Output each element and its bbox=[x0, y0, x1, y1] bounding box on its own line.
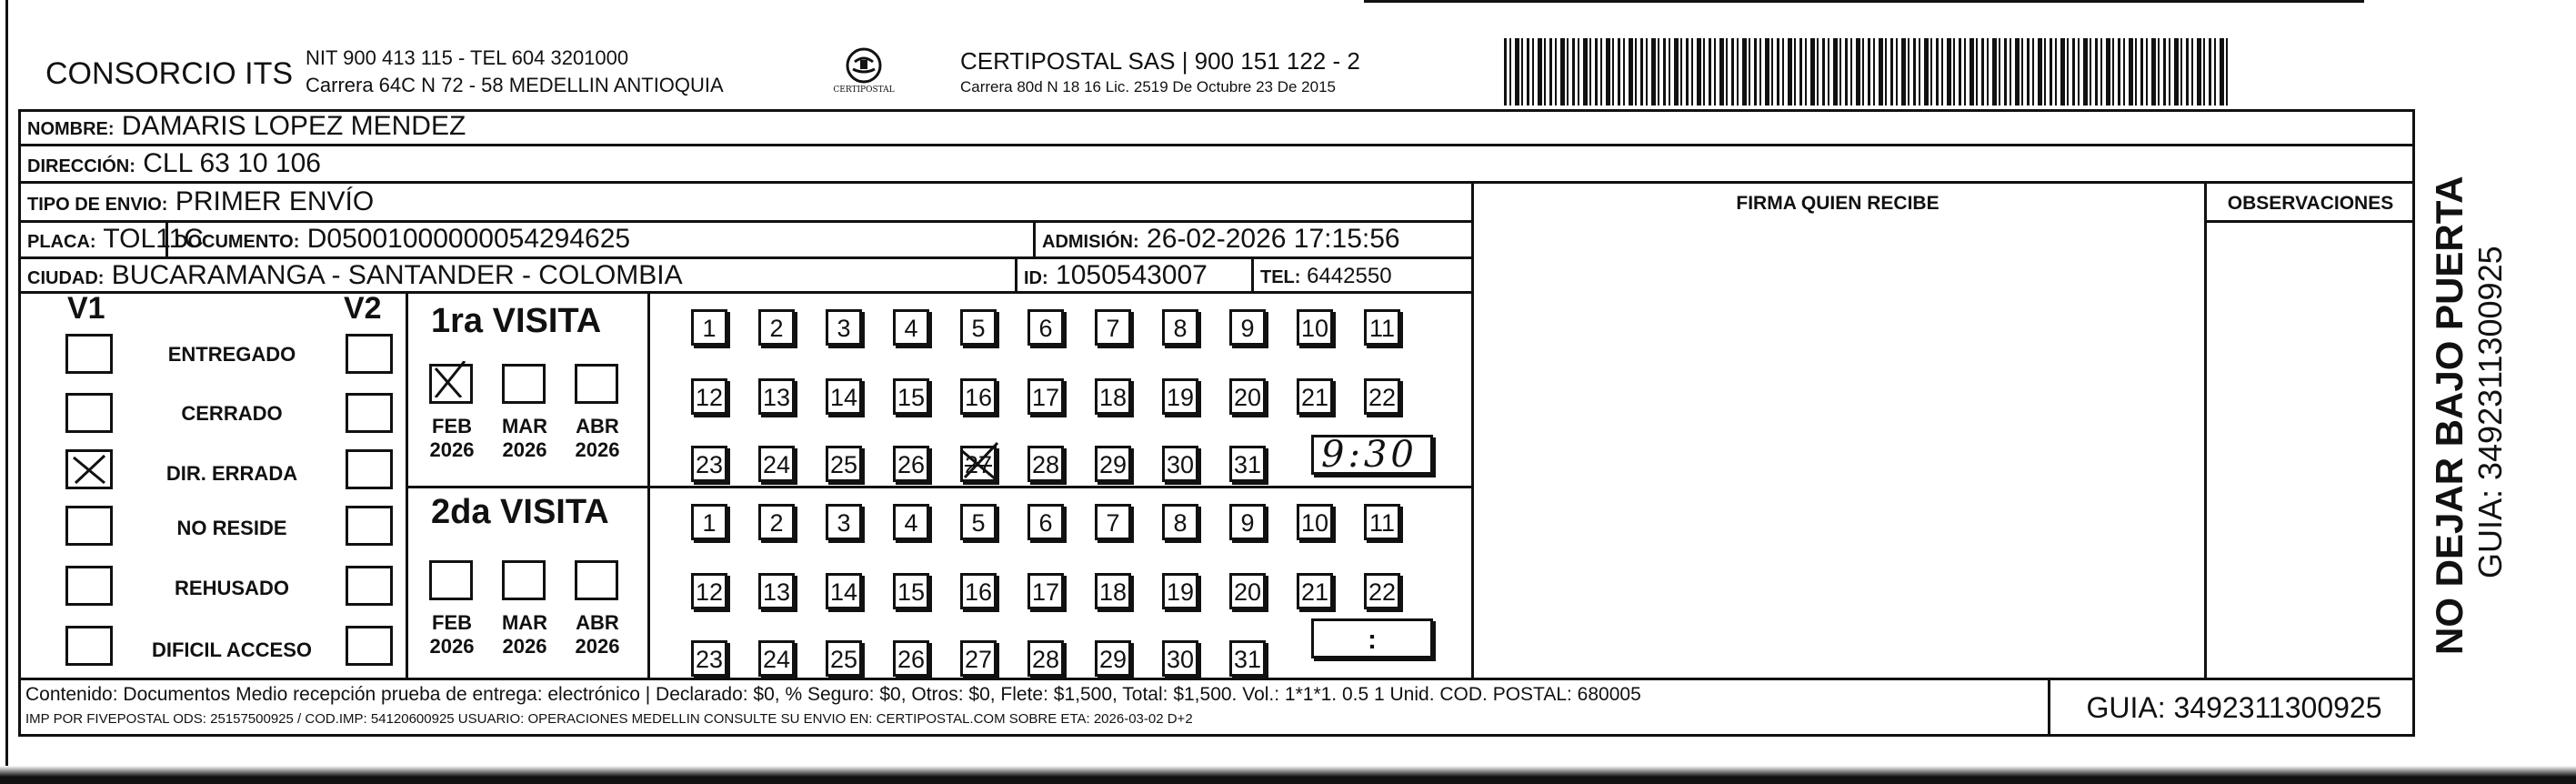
month-name: FEB bbox=[432, 415, 472, 437]
first-visit-time-value: 9:30 bbox=[1321, 434, 1418, 476]
first-visit-day-29[interactable]: 29 bbox=[1095, 446, 1131, 482]
second-visit-day-11[interactable]: 11 bbox=[1364, 504, 1400, 540]
second-visit-day-12[interactable]: 12 bbox=[691, 573, 727, 609]
handwritten-x-mark-icon bbox=[430, 361, 470, 397]
second-visit-day-25[interactable]: 25 bbox=[826, 640, 862, 677]
first-visit-day-19[interactable]: 19 bbox=[1162, 378, 1198, 415]
month-name: ABR bbox=[576, 611, 619, 634]
scan-edge-bottom bbox=[0, 766, 2576, 784]
scan-edge-left bbox=[5, 0, 8, 784]
second-visit-day-15[interactable]: 15 bbox=[893, 573, 929, 609]
admision-value: 26-02-2026 17:15:56 bbox=[1147, 224, 1400, 254]
col-line bbox=[1251, 256, 1254, 291]
company-address: Carrera 64C N 72 - 58 MEDELLIN ANTIOQUIA bbox=[306, 74, 724, 96]
firma-label: FIRMA QUIEN RECIBE bbox=[1736, 193, 1940, 214]
col-line bbox=[2204, 181, 2207, 678]
second-visit-day-7[interactable]: 7 bbox=[1095, 504, 1131, 540]
status-label-dificil-acceso: DIFICIL ACCESO bbox=[151, 638, 312, 661]
v1-rehusado-checkbox[interactable] bbox=[65, 566, 113, 606]
second-visit-day-2[interactable]: 2 bbox=[758, 504, 795, 540]
id-label: ID: bbox=[1024, 268, 1048, 288]
first-visit-feb-label bbox=[420, 415, 484, 462]
direccion-row bbox=[27, 148, 321, 179]
col-line bbox=[1033, 220, 1036, 256]
tel-label: TEL: bbox=[1260, 267, 1301, 287]
month-year: 2026 bbox=[429, 438, 475, 461]
first-visit-day-6[interactable]: 6 bbox=[1027, 309, 1064, 346]
nombre-label: NOMBRE: bbox=[27, 119, 115, 139]
row-line bbox=[18, 181, 2415, 184]
status-label-rehusado: REHUSADO bbox=[175, 577, 289, 599]
row-line bbox=[18, 144, 2415, 146]
first-visit-day-16[interactable]: 16 bbox=[960, 378, 997, 415]
v1-cerrado-checkbox[interactable] bbox=[65, 393, 113, 433]
tipo-envio-value: PRIMER ENVÍO bbox=[175, 186, 375, 216]
first-visit-day-14[interactable]: 14 bbox=[826, 378, 862, 415]
second-visit-day-10[interactable]: 10 bbox=[1297, 504, 1333, 540]
second-visit-day-20[interactable]: 20 bbox=[1229, 573, 1266, 609]
v2-dificil-acceso-checkbox[interactable] bbox=[346, 626, 393, 666]
footer-contenido: Contenido: Documentos Medio recepción prueba de entrega: electrónico | Declarado: $0, % Seguro: $0, Otros: $0, Flete: $1,500, Total: $1,500. Vol.: 1*1*1. 0.5 1 Unid. COD. POSTAL: 680005 bbox=[25, 684, 1641, 705]
first-visit-day-8[interactable]: 8 bbox=[1162, 309, 1198, 346]
second-visit-day-29[interactable]: 29 bbox=[1095, 640, 1131, 677]
second-visit-time-field[interactable] bbox=[1311, 618, 1433, 658]
month-name: MAR bbox=[501, 611, 548, 634]
documento-label: DOCUMENTO: bbox=[175, 232, 300, 252]
second-visit-title: 2da VISITA bbox=[431, 493, 609, 531]
month-name: FEB bbox=[432, 611, 472, 634]
month-name: MAR bbox=[501, 415, 548, 437]
second-visit-day-6[interactable]: 6 bbox=[1027, 504, 1064, 540]
first-visit-day-13[interactable]: 13 bbox=[758, 378, 795, 415]
second-visit-mar-label bbox=[493, 611, 556, 658]
second-visit-day-22[interactable]: 22 bbox=[1364, 573, 1400, 609]
month-year: 2026 bbox=[502, 438, 547, 461]
second-visit-abr-checkbox[interactable] bbox=[575, 560, 618, 600]
status-label-entregado: ENTREGADO bbox=[167, 343, 296, 366]
admision-label: ADMISIÓN: bbox=[1042, 232, 1139, 252]
certipostal-logo bbox=[833, 44, 895, 107]
first-visit-feb-checkbox[interactable] bbox=[429, 364, 473, 404]
row-line bbox=[406, 486, 1473, 488]
first-visit-abr-label bbox=[566, 415, 629, 462]
nombre-value: DAMARIS LOPEZ MENDEZ bbox=[121, 111, 466, 141]
ciudad-value: BUCARAMANGA - SANTANDER - COLOMBIA bbox=[111, 260, 683, 290]
first-visit-day-5[interactable]: 5 bbox=[960, 309, 997, 346]
v1-entregado-checkbox[interactable] bbox=[65, 334, 113, 374]
status-label-cerrado: CERRADO bbox=[181, 402, 283, 425]
first-visit-time-field[interactable] bbox=[1311, 435, 1433, 475]
first-visit-day-28[interactable]: 28 bbox=[1027, 446, 1064, 482]
first-visit-mar-label bbox=[493, 415, 556, 462]
v1-no-reside-checkbox[interactable] bbox=[65, 506, 113, 546]
first-visit-day-27[interactable]: 27 bbox=[960, 446, 997, 482]
second-visit-day-28[interactable]: 28 bbox=[1027, 640, 1064, 677]
second-visit-day-23[interactable]: 23 bbox=[691, 640, 727, 677]
placa-value: TOL11C bbox=[103, 224, 204, 254]
first-visit-title: 1ra VISITA bbox=[431, 302, 602, 340]
second-visit-feb-label bbox=[420, 611, 484, 658]
month-name: ABR bbox=[576, 415, 619, 437]
month-year: 2026 bbox=[575, 438, 620, 461]
month-year: 2026 bbox=[575, 635, 620, 658]
first-visit-day-18[interactable]: 18 bbox=[1095, 378, 1131, 415]
second-visit-day-19[interactable]: 19 bbox=[1162, 573, 1198, 609]
second-visit-day-14[interactable]: 14 bbox=[826, 573, 862, 609]
footer-impresion: IMP POR FIVEPOSTAL ODS: 25157500925 / COD.IMP: 54120600925 USUARIO: OPERACIONES MEDELLIN CONSULTE SU ENVIO EN: CERTIPOSTAL.COM SOBRE ETA: 2026-03-02 D+2 bbox=[25, 711, 1193, 727]
footer-guia: GUIA: 3492311300925 bbox=[2086, 691, 2382, 724]
handwritten-x-mark-icon bbox=[68, 452, 110, 487]
placa-label: PLACA: bbox=[27, 232, 96, 252]
first-visit-day-31[interactable]: 31 bbox=[1229, 446, 1266, 482]
second-visit-day-13[interactable]: 13 bbox=[758, 573, 795, 609]
second-visit-feb-checkbox[interactable] bbox=[429, 560, 473, 600]
first-visit-day-4[interactable]: 4 bbox=[893, 309, 929, 346]
second-visit-day-24[interactable]: 24 bbox=[758, 640, 795, 677]
barcode bbox=[1504, 38, 2231, 106]
nombre-row bbox=[27, 111, 466, 142]
first-visit-day-30[interactable]: 30 bbox=[1162, 446, 1198, 482]
first-visit-day-7[interactable]: 7 bbox=[1095, 309, 1131, 346]
first-visit-day-26[interactable]: 26 bbox=[893, 446, 929, 482]
second-visit-day-9[interactable]: 9 bbox=[1229, 504, 1266, 540]
first-visit-day-12[interactable]: 12 bbox=[691, 378, 727, 415]
v1-dir-errada-checkbox[interactable] bbox=[65, 449, 113, 489]
month-year: 2026 bbox=[502, 635, 547, 658]
first-visit-day-23[interactable]: 23 bbox=[691, 446, 727, 482]
first-visit-day-24[interactable]: 24 bbox=[758, 446, 795, 482]
documento-row bbox=[175, 224, 630, 255]
second-visit-day-17[interactable]: 17 bbox=[1027, 573, 1064, 609]
col-line bbox=[406, 291, 408, 678]
direccion-label: DIRECCIÓN: bbox=[27, 156, 135, 176]
second-visit-day-16[interactable]: 16 bbox=[960, 573, 997, 609]
first-visit-day-3[interactable]: 3 bbox=[826, 309, 862, 346]
col-line bbox=[2048, 678, 2050, 735]
tipo-envio-row bbox=[27, 186, 374, 217]
second-visit-day-8[interactable]: 8 bbox=[1162, 504, 1198, 540]
first-visit-day-22[interactable]: 22 bbox=[1364, 378, 1400, 415]
first-visit-day-1[interactable]: 1 bbox=[691, 309, 727, 346]
first-visit-abr-checkbox[interactable] bbox=[575, 364, 618, 404]
row-line bbox=[18, 678, 2415, 680]
col-line bbox=[1015, 256, 1017, 291]
v1-dificil-acceso-checkbox[interactable] bbox=[65, 626, 113, 666]
col-line bbox=[1471, 181, 1474, 678]
second-visit-day-21[interactable]: 21 bbox=[1297, 573, 1333, 609]
second-visit-day-18[interactable]: 18 bbox=[1095, 573, 1131, 609]
carrier-address: Carrera 80d N 18 16 Lic. 2519 De Octubre 23 De 2015 bbox=[960, 78, 1336, 95]
v2-cerrado-checkbox[interactable] bbox=[346, 393, 393, 433]
tel-value: 6442550 bbox=[1307, 264, 1392, 288]
second-visit-day-30[interactable]: 30 bbox=[1162, 640, 1198, 677]
v2-dir-errada-checkbox[interactable] bbox=[346, 449, 393, 489]
first-visit-day-2[interactable]: 2 bbox=[758, 309, 795, 346]
ciudad-row bbox=[27, 260, 683, 291]
tel-row bbox=[1260, 264, 1392, 289]
handwritten-x-mark-icon bbox=[957, 441, 1001, 483]
first-visit-day-11[interactable]: 11 bbox=[1364, 309, 1400, 346]
first-visit-day-9[interactable]: 9 bbox=[1229, 309, 1266, 346]
second-visit-day-1[interactable]: 1 bbox=[691, 504, 727, 540]
first-visit-day-20[interactable]: 20 bbox=[1229, 378, 1266, 415]
ciudad-label: CIUDAD: bbox=[27, 268, 105, 288]
status-label-dir-errada: DIR. ERRADA bbox=[165, 462, 298, 485]
second-visit-day-31[interactable]: 31 bbox=[1229, 640, 1266, 677]
v1-header: V1 bbox=[67, 291, 105, 326]
second-visit-day-5[interactable]: 5 bbox=[960, 504, 997, 540]
row-line bbox=[18, 256, 1473, 259]
v2-no-reside-checkbox[interactable] bbox=[346, 506, 393, 546]
first-visit-day-25[interactable]: 25 bbox=[826, 446, 862, 482]
carrier-name: CERTIPOSTAL SAS | 900 151 122 - 2 bbox=[960, 47, 1360, 75]
first-visit-day-10[interactable]: 10 bbox=[1297, 309, 1333, 346]
row-line bbox=[18, 220, 1473, 223]
status-label-no-reside: NO RESIDE bbox=[176, 517, 287, 539]
scan-edge-top bbox=[1364, 0, 2364, 3]
id-value: 1050543007 bbox=[1056, 260, 1208, 290]
first-visit-day-15[interactable]: 15 bbox=[893, 378, 929, 415]
direccion-value: CLL 63 10 106 bbox=[143, 148, 321, 178]
documento-value: D05001000000054294625 bbox=[306, 224, 631, 254]
second-visit-day-27[interactable]: 27 bbox=[960, 640, 997, 677]
side-no-dejar-bajo-puerta: NO DEJAR BAJO PUERTA bbox=[2428, 176, 2471, 655]
second-visit-day-3[interactable]: 3 bbox=[826, 504, 862, 540]
row-line bbox=[18, 291, 1473, 294]
observaciones-label: OBSERVACIONES bbox=[2227, 193, 2394, 214]
second-visit-abr-label bbox=[566, 611, 629, 658]
first-visit-mar-checkbox[interactable] bbox=[502, 364, 546, 404]
second-visit-mar-checkbox[interactable] bbox=[502, 560, 546, 600]
v2-rehusado-checkbox[interactable] bbox=[346, 566, 393, 606]
row-line bbox=[2204, 220, 2415, 223]
second-visit-day-4[interactable]: 4 bbox=[893, 504, 929, 540]
v2-entregado-checkbox[interactable] bbox=[346, 334, 393, 374]
side-guia: GUIA: 3492311300925 bbox=[2471, 246, 2509, 578]
second-visit-time-value: : bbox=[1368, 625, 1377, 655]
month-year: 2026 bbox=[429, 635, 475, 658]
second-visit-day-26[interactable]: 26 bbox=[893, 640, 929, 677]
logo-label: CERTIPOSTAL bbox=[833, 85, 895, 95]
v2-header: V2 bbox=[344, 291, 382, 326]
admision-row bbox=[1042, 224, 1400, 255]
company-name: CONSORCIO ITS bbox=[45, 56, 294, 91]
first-visit-day-17[interactable]: 17 bbox=[1027, 378, 1064, 415]
first-visit-day-21[interactable]: 21 bbox=[1297, 378, 1333, 415]
tipo-envio-label: TIPO DE ENVIO: bbox=[27, 195, 168, 215]
col-line bbox=[647, 291, 650, 678]
company-nit-tel: NIT 900 413 115 - TEL 604 3201000 bbox=[306, 46, 629, 69]
id-row bbox=[1024, 260, 1208, 291]
